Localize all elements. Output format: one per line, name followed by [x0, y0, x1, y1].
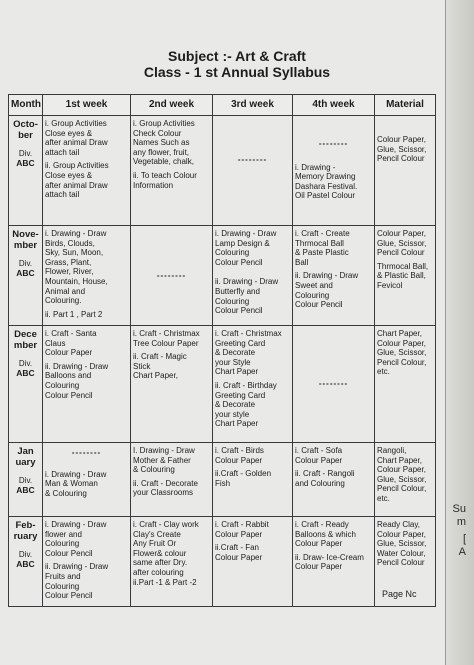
division-label: Div. [18, 259, 33, 268]
activity: ii. Drawing - Draw Balloons and Colouring Colour Pencil [45, 361, 109, 400]
month-cell [9, 326, 43, 443]
activity: ii. Drawing - Draw Sweet and Colouring Colour Pencil [295, 271, 359, 310]
col-header-week4: 4th week [293, 95, 375, 116]
division [11, 550, 40, 569]
division-value: ABC [16, 267, 35, 278]
month-name: Octo- ber [13, 119, 38, 141]
empty-dash: -------- [318, 139, 349, 148]
edge-text-1: Su [452, 503, 466, 515]
activity: i. Group Activities Check Colour Names Such as any flower, fruit, Vegetable, chalk, [133, 119, 195, 167]
material-list: Chart Paper, Colour Paper, Glue, Scissor, Pencil Colour, etc. [377, 329, 427, 377]
material-list: Thrmocal Ball, & Plastic Ball, Fevicol [377, 261, 429, 290]
table-row-october [9, 116, 436, 226]
activity: i. Craft - Birds Colour Paper [215, 446, 264, 465]
month-cell [9, 226, 43, 326]
empty-dash: -------- [318, 379, 349, 388]
activity: i. Drawing - Draw flower and Colouring Colour Pencil [45, 520, 107, 558]
activity: ii. Drawing - Draw Butterfly and Colouring Colour Pencil [215, 277, 279, 316]
week4-cell [293, 443, 375, 517]
table-row-february [9, 517, 436, 607]
adjacent-page-edge [445, 0, 474, 665]
week3-cell [213, 116, 293, 226]
activity: ii.Craft - Fan Colour Paper [215, 543, 263, 562]
col-header-month: Month [9, 95, 43, 116]
header-row [9, 95, 436, 116]
empty-dash: -------- [156, 271, 187, 280]
material-list: Colour Paper, Glue, Scissor, Pencil Colour [377, 135, 427, 164]
edge-text-4: A [458, 546, 466, 558]
activity: ii. Part 1 , Part 2 [45, 309, 103, 319]
division-label: Div. [18, 476, 33, 485]
activity: i. Craft - Santa Claus Colour Paper [45, 329, 97, 358]
division-value: ABC [16, 484, 35, 495]
month-name: Jan uary [15, 446, 36, 468]
activity: ii. Drawing - Draw Fruits and Colouring Colour Pencil [45, 562, 109, 601]
activity: i. Group Activities Close eyes & after animal Draw attach tail [45, 119, 108, 157]
activity: i. Drawing - Draw Man & Woman & Colouring [45, 469, 107, 498]
week4-cell [293, 226, 375, 326]
week1-cell [43, 443, 131, 517]
material-list: Rangoli, Chart Paper, Colour Paper, Glue, Scissor, Pencil Colour, etc. [377, 446, 427, 503]
col-header-week1: 1st week [43, 95, 131, 116]
col-header-material: Material [375, 95, 436, 116]
activity: ii. Craft - Rangoli and Colouring [295, 469, 355, 488]
week4-cell [293, 326, 375, 443]
activity: i. Craft - Ready Balloons & which Colour Paper [295, 520, 356, 549]
month-name: Feb- ruary [13, 520, 38, 542]
material-cell [375, 443, 436, 517]
activity: i. Craft - Sofa Colour Paper [295, 446, 343, 465]
activity: ii. To teach Colour Information [133, 170, 197, 190]
subject-heading: Subject :- Art & Craft [168, 48, 306, 64]
week1-cell [43, 226, 131, 326]
week2-cell [131, 326, 213, 443]
activity: ii. Craft - Magic Stick Chart Paper, [133, 352, 187, 381]
syllabus-table [8, 94, 436, 607]
week2-cell [131, 226, 213, 326]
class-heading: Class - 1 st Annual Syllabus [143, 64, 331, 80]
material-cell [375, 226, 436, 326]
division-value: ABC [16, 367, 35, 378]
month-name: Dece mber [13, 329, 38, 351]
activity: ii.Craft - Golden Fish [215, 469, 272, 488]
week3-cell [213, 517, 293, 607]
activity: ii. Draw- Ice-Cream Colour Paper [295, 552, 364, 572]
week2-cell [131, 443, 213, 517]
week1-cell [43, 116, 131, 226]
table-row-december [9, 326, 436, 443]
activity: i. Craft - Clay work Clay's Create Any Fruit Or Flower& colour same after Dry. after colouring ii.Part -1 & Part -2 [133, 520, 199, 587]
division-value: ABC [16, 157, 35, 168]
month-cell [9, 517, 43, 607]
activity: i. Drawing - Memory Drawing Dashara Festival. Oil Pastel Colour [295, 162, 358, 201]
empty-dash: -------- [237, 155, 268, 164]
activity: i. Drawing - Draw Lamp Design & Colouring Colour Pencil [215, 229, 277, 267]
material-list: Colour Paper, Glue, Scissor, Pencil Colour [377, 229, 427, 258]
material-cell [375, 116, 436, 226]
week1-cell [43, 517, 131, 607]
edge-text-3: [ [462, 533, 466, 545]
activity: i. Craft - Create Thrmocal Ball & Paste Plastic Ball [295, 229, 350, 267]
month-name: Nove- mber [12, 229, 39, 251]
week2-cell [131, 517, 213, 607]
empty-dash: -------- [71, 448, 102, 457]
division-label: Div. [18, 149, 33, 158]
activity: i. Craft - Christmax Greeting Card & Decorate your Style Chart Paper [215, 329, 282, 377]
col-header-week2: 2nd week [131, 95, 213, 116]
activity: ii. Craft - Birthday Greeting Card & Decorate your style Chart Paper [215, 380, 277, 429]
division-label: Div. [18, 550, 33, 559]
division [11, 359, 40, 378]
activity: i. Craft - Christmax Tree Colour Paper [133, 329, 200, 348]
week3-cell [213, 226, 293, 326]
activity: ii. Craft - Decorate your Classrooms [133, 478, 198, 498]
week1-cell [43, 326, 131, 443]
week2-cell [131, 116, 213, 226]
activity: I. Drawing - Draw Mother & Father & Colouring [133, 446, 195, 475]
month-cell [9, 443, 43, 517]
week3-cell [213, 326, 293, 443]
division [11, 259, 40, 278]
table-row-january [9, 443, 436, 517]
week4-cell [293, 517, 375, 607]
activity: i. Drawing - Draw Birds, Clouds, Sky, Sun, Moon, Grass, Plant, Flower, River, Mountain, House, Animal and Colouring. [45, 229, 108, 306]
week3-cell [213, 443, 293, 517]
page-number-label: Page Nc [382, 589, 417, 599]
col-header-week3: 3rd week [213, 95, 293, 116]
material-cell [375, 326, 436, 443]
division [11, 476, 40, 495]
division [11, 149, 40, 168]
division-value: ABC [16, 558, 35, 569]
month-cell [9, 116, 43, 226]
material-list: Ready Clay, Colour Paper, Glue, Scissor, Water Colour, Pencil Colour [377, 520, 427, 568]
edge-text-2: m [456, 516, 466, 528]
activity: i. Craft - Rabbit Colour Paper [215, 520, 269, 539]
table-row-november [9, 226, 436, 326]
week4-cell [293, 116, 375, 226]
division-label: Div. [18, 359, 33, 368]
activity: ii. Group Activities Close eyes & after animal Draw attach tail [45, 161, 109, 200]
